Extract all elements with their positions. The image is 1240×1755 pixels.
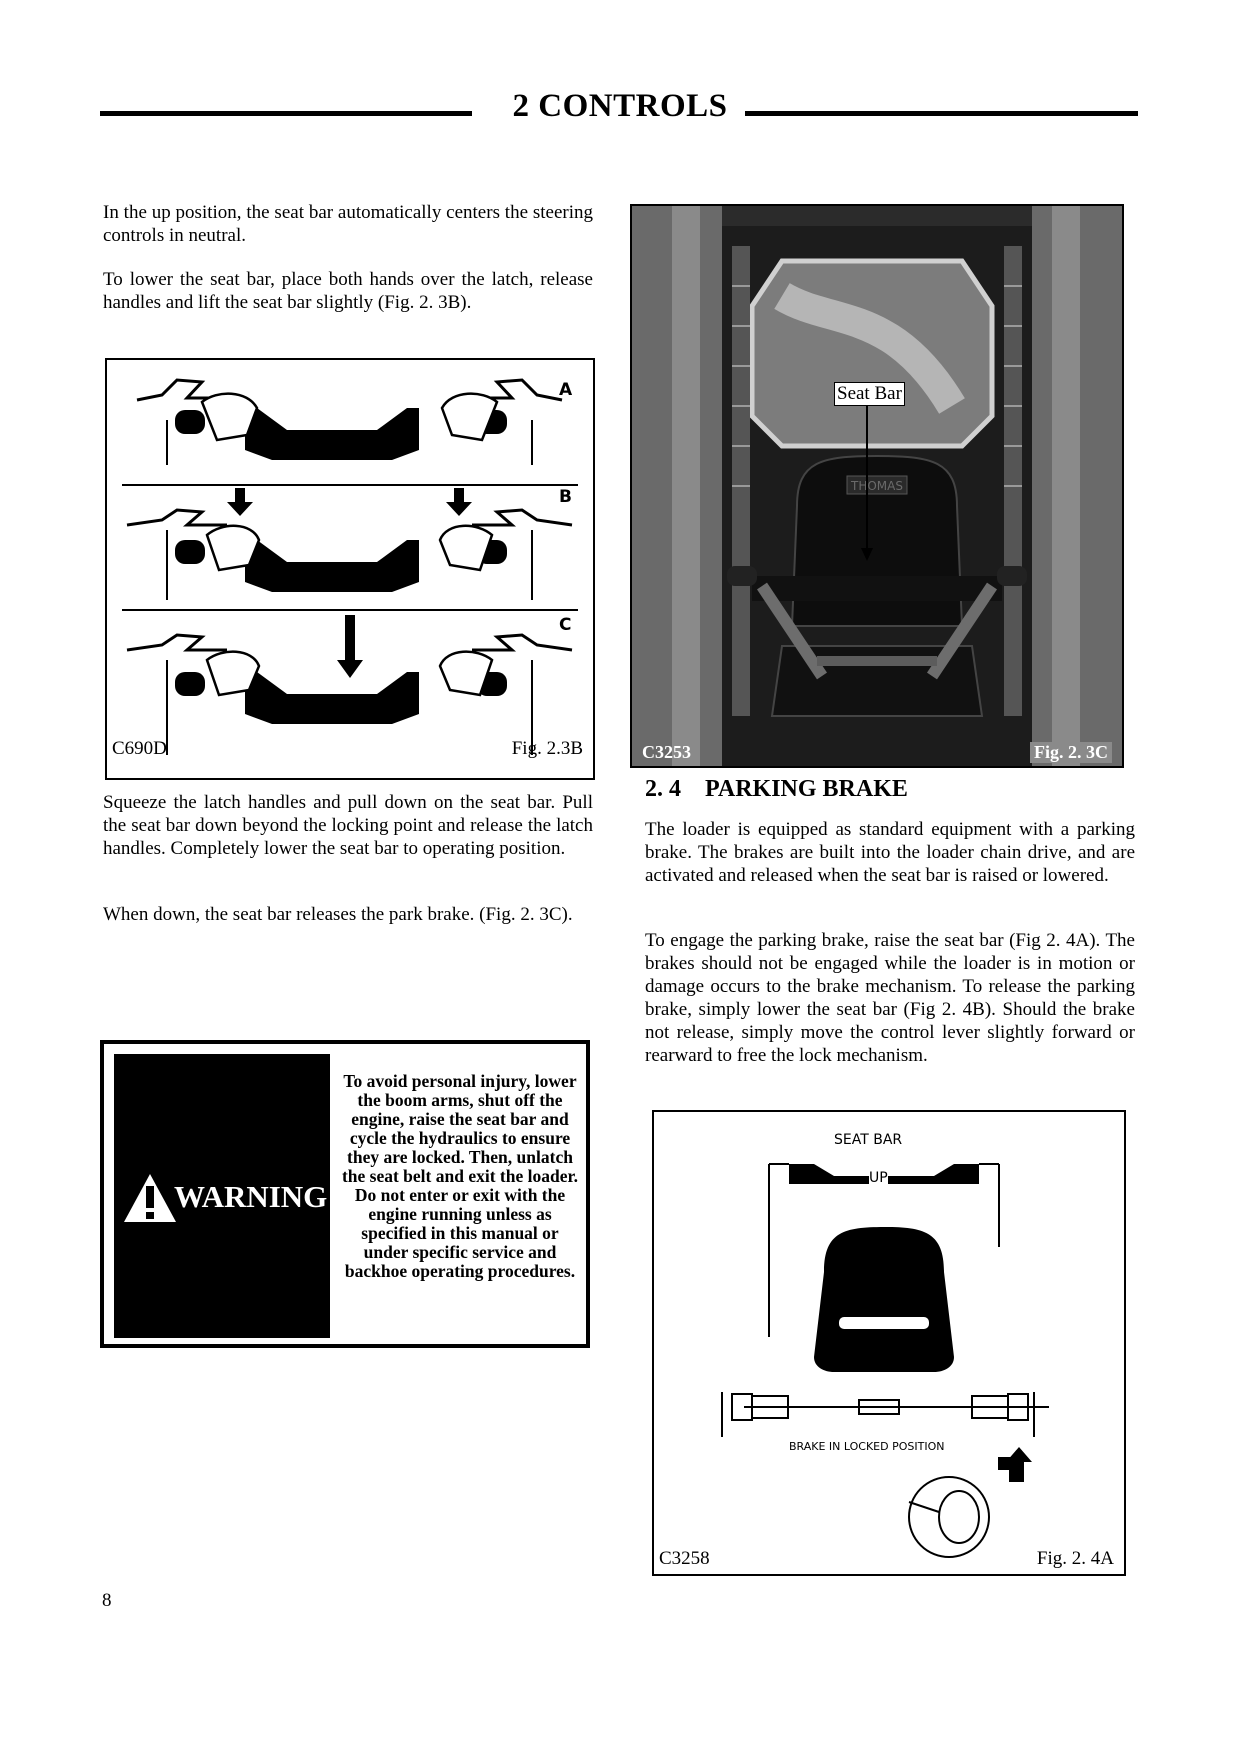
lower-seat-bar-paragraph: To lower the seat bar, place both hands over the latch, release handles and lift the seat bar slightly (Fig. 2. 3B). (103, 269, 593, 313)
seat-bar-label: SEAT BAR (834, 1132, 903, 1148)
panel-label-a: A (559, 380, 573, 400)
panel-c-illustration (127, 615, 572, 755)
panel-a-illustration (122, 380, 578, 485)
figure-2-4a (652, 1110, 1126, 1576)
panel-b-illustration (122, 488, 578, 610)
warning-triangle-icon (122, 1172, 178, 1224)
figure-code: C3253 (642, 742, 691, 762)
figure-2-3c (630, 204, 1124, 768)
up-label: UP (869, 1170, 888, 1186)
seat-bar-brake-diagram (654, 1112, 1124, 1574)
svg-text:THOMAS: THOMAS (851, 479, 903, 493)
figure-code: C3258 (659, 1548, 710, 1569)
seat-bar-latch-illustration (107, 360, 593, 778)
header-rule-right (745, 111, 1138, 116)
seat-bar-callout: Seat Bar (834, 382, 905, 406)
warning-box (100, 1040, 590, 1348)
seat-bar-down-paragraph: When down, the seat bar releases the park brake. (Fig. 2. 3C). (103, 904, 573, 925)
squeeze-latch-paragraph: Squeeze the latch handles and pull down on the seat bar. Pull the seat bar down beyond the locking point and release the latch handles. Completely lower the seat bar to operating position. (103, 792, 593, 859)
warning-panel (114, 1054, 330, 1338)
intro-paragraph: In the up position, the seat bar automatically centers the steering controls in neutral. (103, 202, 593, 246)
engage-parking-brake-paragraph: To engage the parking brake, raise the seat bar (Fig 2. 4A). The brakes should not be engaged while the loader is in motion or damage occurs to the brake mechanism. To release the parking brake, simply lower the seat bar (Fig 2. 4B). Should the brake not release, simply move the control lever slightly forward or rearward to free the lock mechanism. (645, 930, 1135, 1066)
page-number: 8 (102, 1590, 112, 1611)
seat-photo-illustration (632, 206, 1122, 766)
header-rule-left (100, 111, 472, 116)
parking-brake-intro-paragraph: The loader is equipped as standard equipment with a parking brake. The brakes are built into the loader chain drive, and are activated and released when the seat bar is raised or lowered. (645, 819, 1135, 886)
panel-label-c: C (559, 615, 572, 635)
figure-2-3b (105, 358, 595, 780)
figure-code: C690D (112, 738, 167, 759)
panel-label-b: B (559, 487, 572, 507)
figure-caption: Fig. 2. 3C (1030, 742, 1112, 763)
warning-label: WARNING (174, 1179, 328, 1214)
warning-text: To avoid personal injury, lower the boom arms, shut off the engine, raise the seat bar and cycle the hydraulics to ensure they are locked. Then, unlatch the seat belt and exit the loader. Do not enter or exit with the engine running unless as specified in this manual or under specific service and backhoe operating procedures. (341, 1071, 579, 1281)
section-heading-parking-brake: 2. 4 PARKING BRAKE (645, 776, 908, 802)
brake-locked-label: BRAKE IN LOCKED POSITION (789, 1440, 945, 1453)
figure-caption: Fig. 2.3B (511, 738, 583, 759)
section-title: 2 CONTROLS (512, 88, 728, 124)
figure-caption: Fig. 2. 4A (1036, 1548, 1114, 1569)
